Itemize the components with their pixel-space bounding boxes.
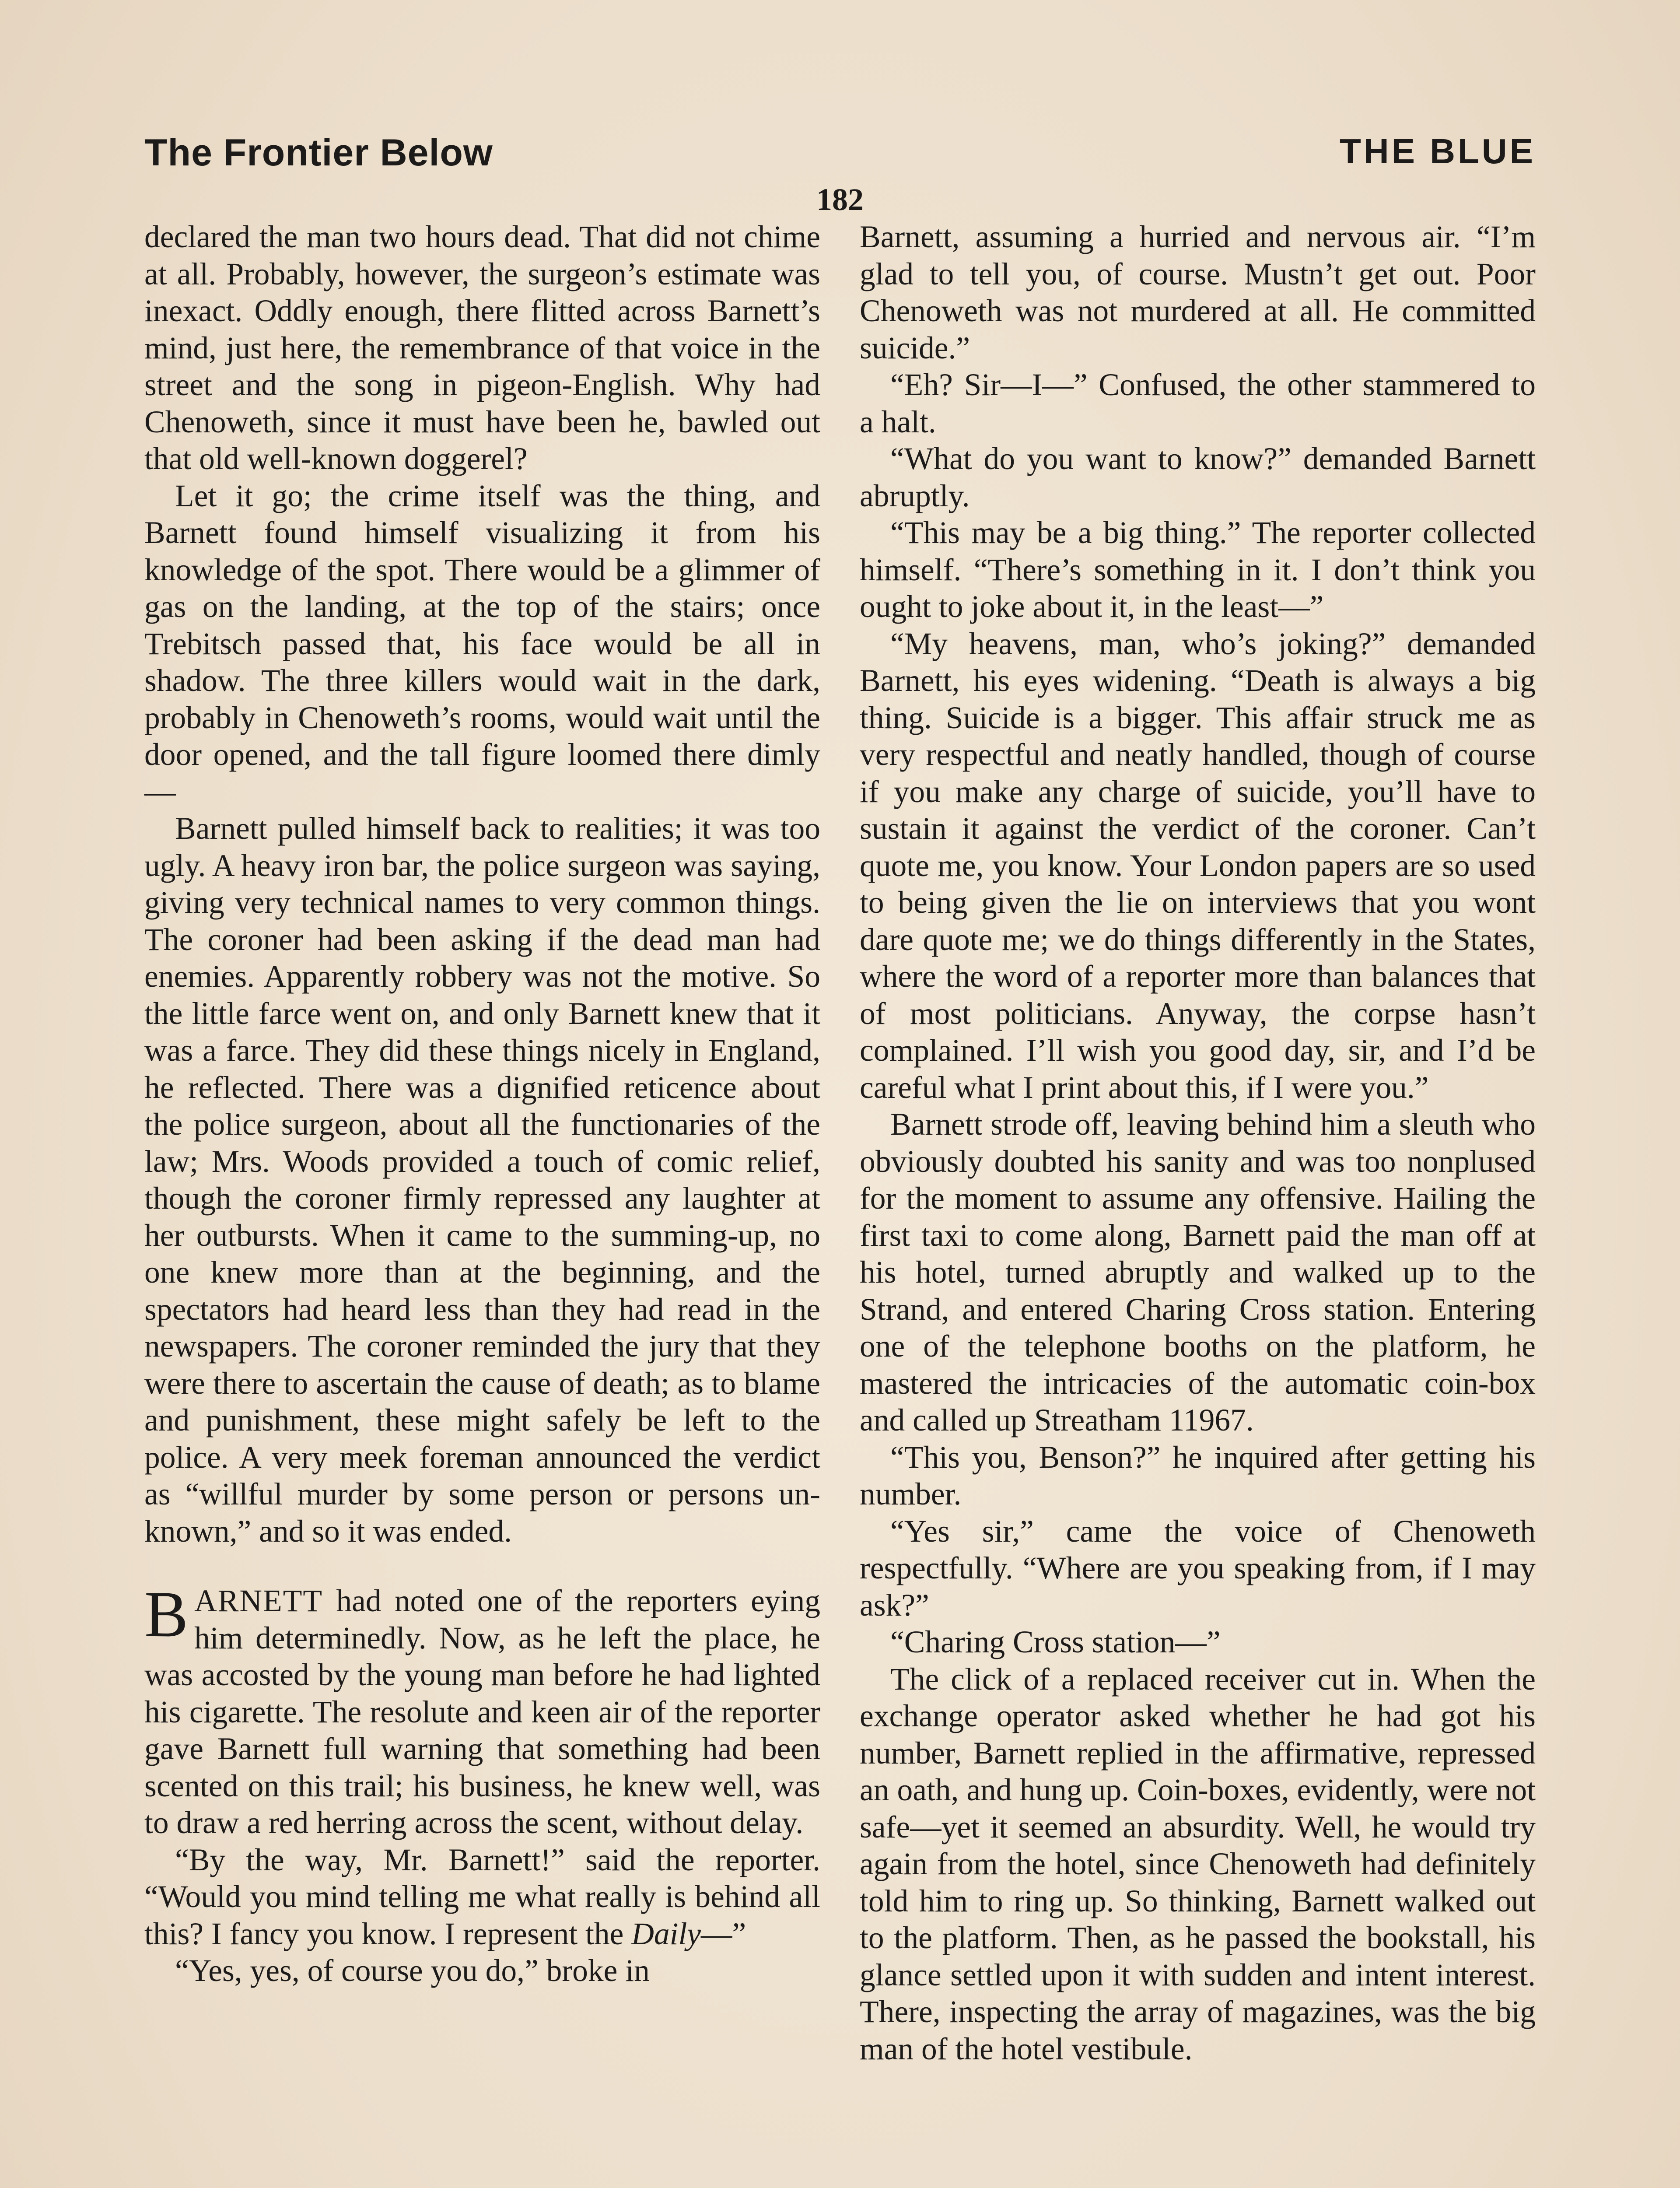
paragraph-text: —” [701,1916,746,1951]
paragraph: Barnett pulled himself back to realities; it was too ugly. A heavy iron bar, the police surgeon was saying, giving very technical names to very common things. The coroner had been asking if the dead man had enemies. Apparently robbery was not the motive. So the little farce went on, and only Barnett knew that it was a farce. They did these things nicely in England, he reflected. There was a dignified reticence about the police surgeon, about all the functionaries of the law; Mrs. Woods provided a touch of comic relief, though the coroner firmly repressed any laughter at her outbursts. When it came to the summing-up, no one knew more than at the beginning, and the spectators had heard less than they had read in the newspapers. The coroner reminded the jury that they were there to ascertain the cause of death; as to blame and punishment, these might safely be left to the police. A very meek foreman announced the verdict as “willful murder by some person or persons unknown,” and so it was ended. [144,811,820,1549]
left-text-column [144,219,820,2188]
paragraph: “This may be a big thing.” The reporter collected himself. “There’s something in it. I don’t think you ought to joke about it, in the least—” [860,515,1536,624]
section-opening-paragraph [144,1578,820,1842]
paragraph: “This you, Benson?” he inquired after getting his number. [860,1440,1536,1511]
paragraph: Barnett, assuming a hurried and nervous air. “I’m glad to tell you, of course. Mustn’t get out. Poor Chenoweth was not murdered at all. He committed suicide.” [860,220,1536,365]
small-caps-lead: ARNETT [194,1584,323,1618]
magazine-section-title: THE BLUE [1340,132,1536,171]
drop-cap: B [144,1578,189,1651]
paragraph-text: had noted one of the reporters eying him determinedly. Now, as he left the place, he was accosted by the young man before he had lighted his cigarette. The resolute and keen air of the reporter gave Barnett full warning that something had been scented on this trail; his business, he knew well, was to draw a red herring across the scent, without delay. [144,1584,820,1840]
paragraph: declared the man two hours dead. That did not chime at all. Probably, however, the surgeon’s estimate was inexact. Oddly enough, there flitted across Barnett’s mind, just here, the remembrance of that voice in the street and the song in pigeon-English. Why had Chenoweth, since it must have been he, bawled out that old well-known doggerel? [144,220,820,476]
paragraph-text: “By the way, Mr. Barnett!” said the reporter. “Would you mind telling me what really is behind all this? I fancy you know. I represent the [144,1842,820,1951]
right-text-column [860,219,1536,2188]
page-number: 182 [816,182,864,217]
paragraph: “Charing Cross station—” [890,1625,1221,1659]
paragraph: “Yes sir,” came the voice of Chenoweth respectfully. “Where are you speaking from, if I may ask?” [860,1514,1536,1623]
page-header [144,131,1536,179]
paragraph [144,1842,820,1953]
italic-newspaper-name: Daily [631,1916,701,1951]
paragraph: Let it go; the crime itself was the thing, and Barnett found himself visualizing it from his knowledge of the spot. There would be a glimmer of gas on the landing, at the top of the stairs; once Trebitsch passed that, his face would be all in shadow. The three killers would wait in the dark, probably in Chenoweth’s rooms, would wait until the door opened, and the tall figure loomed there dimly— [144,478,820,809]
paragraph: The click of a replaced receiver cut in. When the exchange operator asked whether he had got his number, Barnett replied in the affirmative, repressed an oath, and hung up. Coin-boxes, evidently, were not safe—yet it seemed an absurdity. Well, he would try again from the hotel, since Chenoweth had definitely told him to ring up. So thinking, Barnett walked out to the platform. Then, as he passed the bookstall, his glance settled upon it with sudden and intent interest. There, inspecting the array of magazines, was the big man of the hotel vestibule. [860,1662,1536,2066]
paragraph: “What do you want to know?” demanded Barnett abruptly. [860,442,1536,513]
paragraph: Barnett strode off, leaving behind him a sleuth who obviously doubted his sanity and was too nonplused for the moment to assume any offensive. Hailing the first taxi to come along, Barnett paid the man off at his hotel, turned abruptly and walked up to the Strand, and entered Charing Cross station. Entering one of the telephone booths on the platform, he mastered the intricacies of the automatic coin-box and called up Streatham 11967. [860,1107,1536,1438]
paragraph: “Eh? Sir—I—” Confused, the other stammered to a halt. [860,368,1536,439]
running-title: The Frontier Below [144,132,493,174]
paragraph: “My heavens, man, who’s joking?” demanded Barnett, his eyes widening. “Death is always a big thing. Suicide is a bigger. This affair struck me as very respectful and neatly handled, though of course if you make any charge of suicide, you’ll have to sustain it against the verdict of the coroner. Can’t quote me, you know. Your London papers are so used to being given the lie on interviews that you wont dare quote me; we do things differently in the States, where the word of a reporter more than balances that of most politicians. Anyway, the corpse hasn’t complained. I’ll wish you good day, sir, and I’d be careful what I print about this, if I were you.” [860,626,1536,1105]
paragraph: “Yes, yes, of course you do,” broke in [175,1953,650,1988]
